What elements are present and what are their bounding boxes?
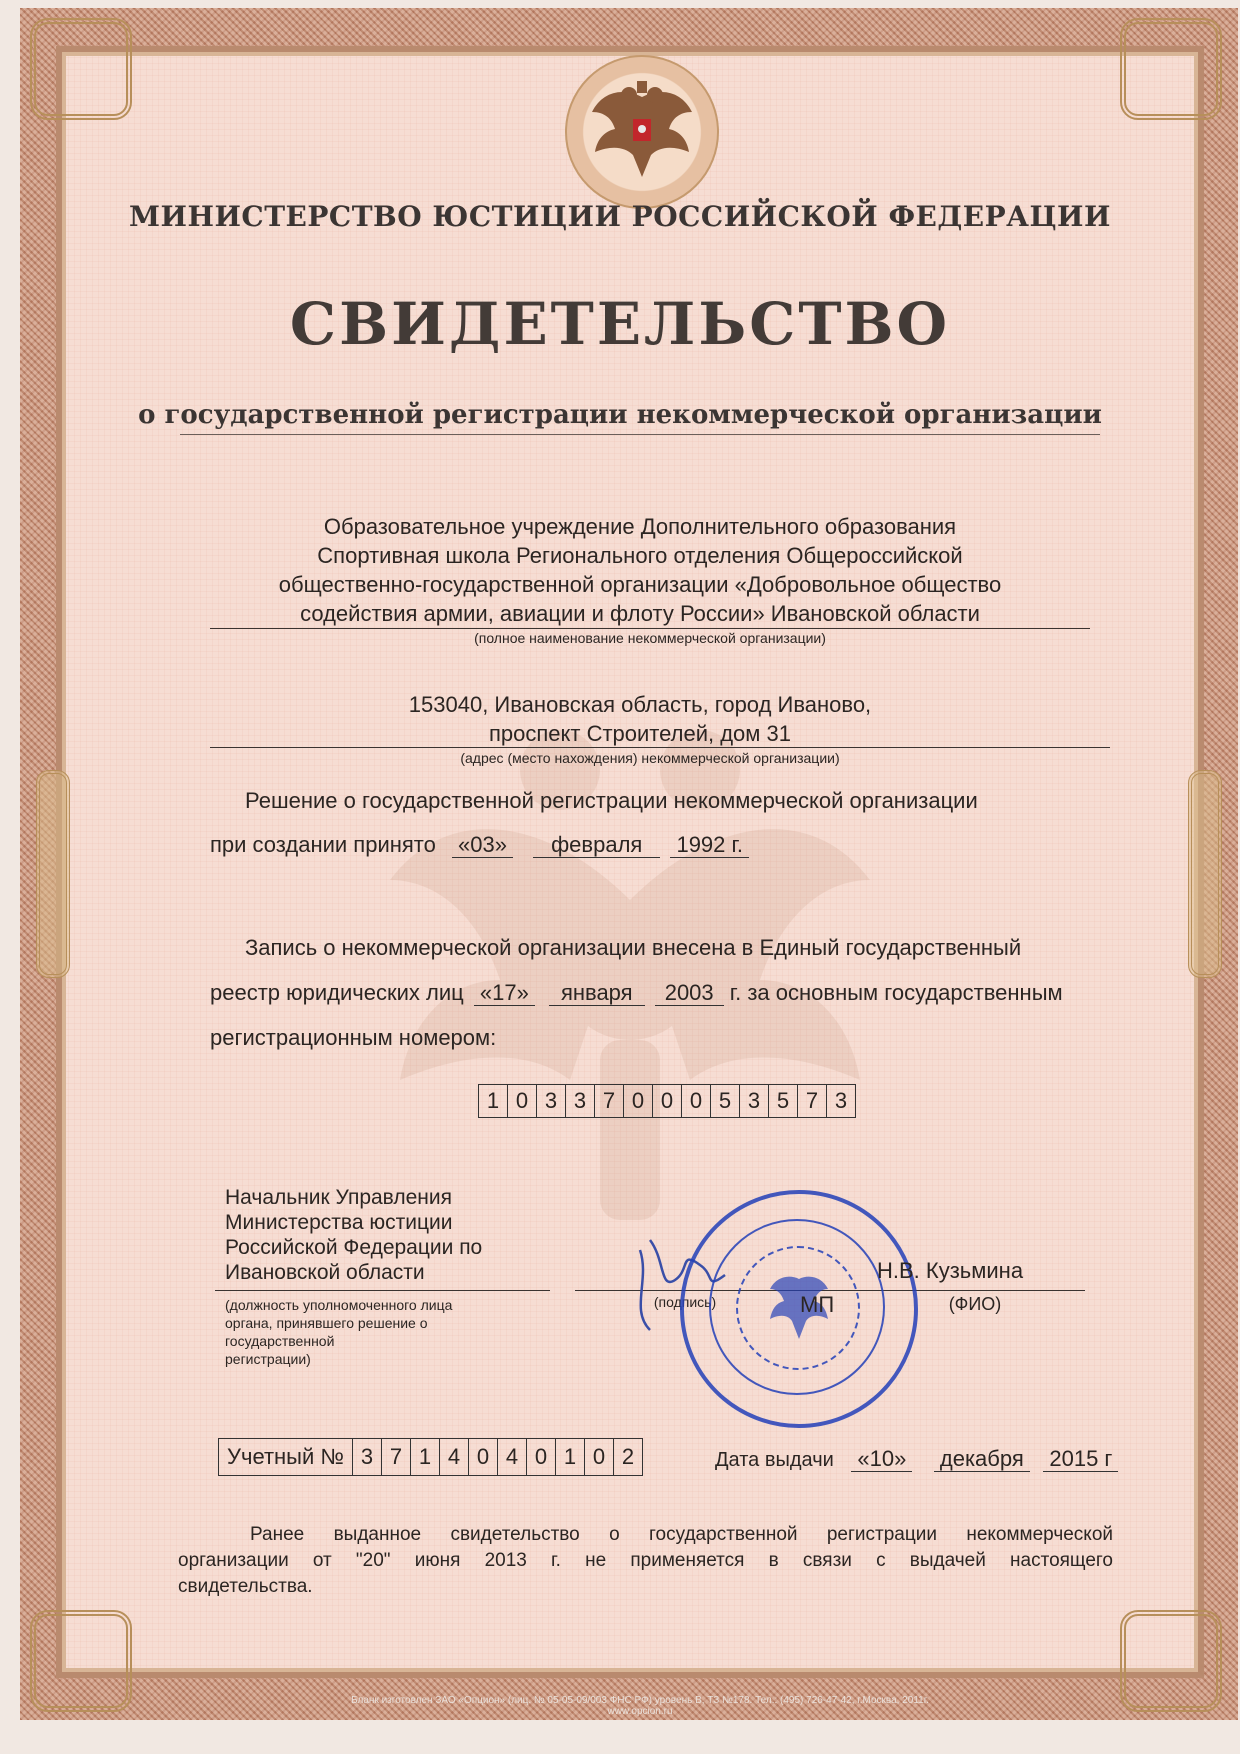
issue-date-label: Дата выдачи: [715, 1449, 834, 1471]
record-day: «17»: [474, 980, 535, 1006]
decision-year: 1992 г.: [670, 832, 749, 858]
decision-line-1: Решение о государственной регистрации некоммерческой организации: [245, 788, 978, 813]
organization-name-line: общественно-государственной организации «Добровольное общество: [278, 572, 1002, 597]
organization-name-caption: (полное наименование некоммерческой организации): [474, 630, 826, 646]
printer-info: Бланк изготовлен ЗАО «Опцион» (лиц. № 05-05-09/003 ФНС РФ) уровень В, ТЗ №178. Тел.: (495) 726-47-42, г.Москва, 2011г. www.opcion.ru: [351, 1695, 929, 1717]
note-line: Ранее выданное свидетельство о государственной регистрации некоммерческой: [250, 1524, 1113, 1545]
organization-name-line: содействия армии, авиации и флоту России» Ивановской области: [300, 601, 980, 626]
address-line: 153040, Ивановская область, город Иваново,: [408, 692, 872, 717]
position-caption-line: (должность уполномоченного лица: [225, 1297, 453, 1313]
document-title: СВИДЕТЕЛЬСТВО: [289, 290, 951, 358]
ogrn-digit: 0: [682, 1085, 711, 1117]
organization-address: [200, 690, 1080, 748]
corner-ornament: [30, 18, 132, 120]
ogrn-digit: 7: [798, 1085, 827, 1117]
seal-label: МП: [800, 1292, 835, 1317]
signatory-name: Н.В. Кузьмина: [877, 1258, 1024, 1283]
issue-year: 2015 г: [1043, 1446, 1118, 1472]
ogrn-digit: 0: [624, 1085, 653, 1117]
side-ornament: [36, 770, 70, 978]
decision-line-2: [210, 832, 1110, 858]
ogrn-digit: 5: [769, 1085, 798, 1117]
ministry-heading: МИНИСТЕРСТВО ЮСТИЦИИ РОССИЙСКОЙ ФЕДЕРАЦИИ: [129, 200, 1111, 233]
official-seal-icon: [680, 1190, 918, 1428]
address-line: проспект Строителей, дом 31: [488, 721, 792, 746]
signature-caption: (подпись): [653, 1294, 717, 1310]
signatory-name-caption: (ФИО): [948, 1294, 1002, 1314]
account-label: Учетный №: [227, 1444, 344, 1469]
account-digit: 1: [556, 1439, 585, 1475]
account-digit: 4: [440, 1439, 469, 1475]
address-underline: [210, 747, 1110, 748]
ogrn-digit: 0: [508, 1085, 537, 1117]
issue-day: «10»: [851, 1446, 912, 1472]
corner-ornament: [30, 1610, 132, 1712]
note-line: организации от "20" июня 2013 г. не применяется в связи с выдачей настоящего: [178, 1550, 1113, 1571]
position-line: Министерства юстиции: [225, 1211, 453, 1234]
position-underline: [215, 1290, 550, 1291]
position-line: Российской Федерации по: [225, 1236, 483, 1259]
record-month: января: [549, 980, 645, 1006]
position-caption-line: государственной: [225, 1333, 335, 1349]
position-line: Ивановской области: [225, 1261, 425, 1284]
subtitle-underline: [180, 434, 1100, 435]
address-caption: (адрес (место нахождения) некоммерческой организации): [460, 750, 840, 766]
account-digit: 7: [382, 1439, 411, 1475]
record-line-2: [210, 980, 1130, 1006]
account-digit: 1: [411, 1439, 440, 1475]
document-subtitle: о государственной регистрации некоммерческой организации: [138, 400, 1102, 430]
ogrn-number: [478, 1084, 856, 1118]
organization-name-line: Спортивная школа Регионального отделения Общероссийской: [317, 543, 963, 568]
decision-month: февраля: [533, 832, 660, 858]
account-digit: 2: [621, 1444, 635, 1469]
decision-day: «03»: [452, 832, 513, 858]
ogrn-digit: 3: [566, 1085, 595, 1117]
account-number-box: [218, 1438, 643, 1476]
account-digit: 0: [527, 1439, 556, 1475]
organization-name-underline: [210, 628, 1090, 629]
side-ornament: [1188, 770, 1222, 978]
account-digit: 0: [585, 1439, 614, 1475]
account-digit: 0: [469, 1439, 498, 1475]
ogrn-digit: 1: [479, 1085, 508, 1117]
position-caption-line: органа, принявшего решение о: [225, 1315, 428, 1331]
record-prefix: реестр юридических лиц: [210, 980, 464, 1005]
issue-month: декабря: [934, 1446, 1030, 1472]
organization-name: [200, 512, 1080, 628]
account-digits: [352, 1439, 642, 1475]
ogrn-digit: 5: [711, 1085, 740, 1117]
record-line-1: Запись о некоммерческой организации внесена в Единый государственный: [245, 935, 1022, 960]
position-caption-line: регистрации): [225, 1351, 311, 1367]
record-suffix: г. за основным государственным: [729, 980, 1063, 1005]
corner-ornament: [1120, 18, 1222, 120]
account-digit: 3: [353, 1439, 382, 1475]
ogrn-digit: 7: [595, 1085, 624, 1117]
ogrn-digit: 3: [834, 1088, 848, 1113]
issue-date: [715, 1446, 1118, 1472]
record-line-3: регистрационным номером:: [210, 1025, 497, 1050]
position-caption: [225, 1296, 452, 1368]
record-year: 2003: [655, 980, 724, 1006]
account-digit: 4: [498, 1439, 527, 1475]
ogrn-digit: 3: [740, 1085, 769, 1117]
coat-of-arms-icon: [565, 55, 719, 209]
signatory-position: [225, 1185, 482, 1285]
note-line: свидетельства.: [178, 1576, 313, 1597]
position-line: Начальник Управления: [225, 1186, 452, 1209]
previous-certificate-note: [178, 1522, 1113, 1600]
organization-name-line: Образовательное учреждение Дополнительного образования: [323, 514, 957, 539]
decision-prefix: при создании принято: [210, 832, 436, 857]
corner-ornament: [1120, 1610, 1222, 1712]
ogrn-digit: 3: [537, 1085, 566, 1117]
ogrn-digit: 0: [653, 1085, 682, 1117]
